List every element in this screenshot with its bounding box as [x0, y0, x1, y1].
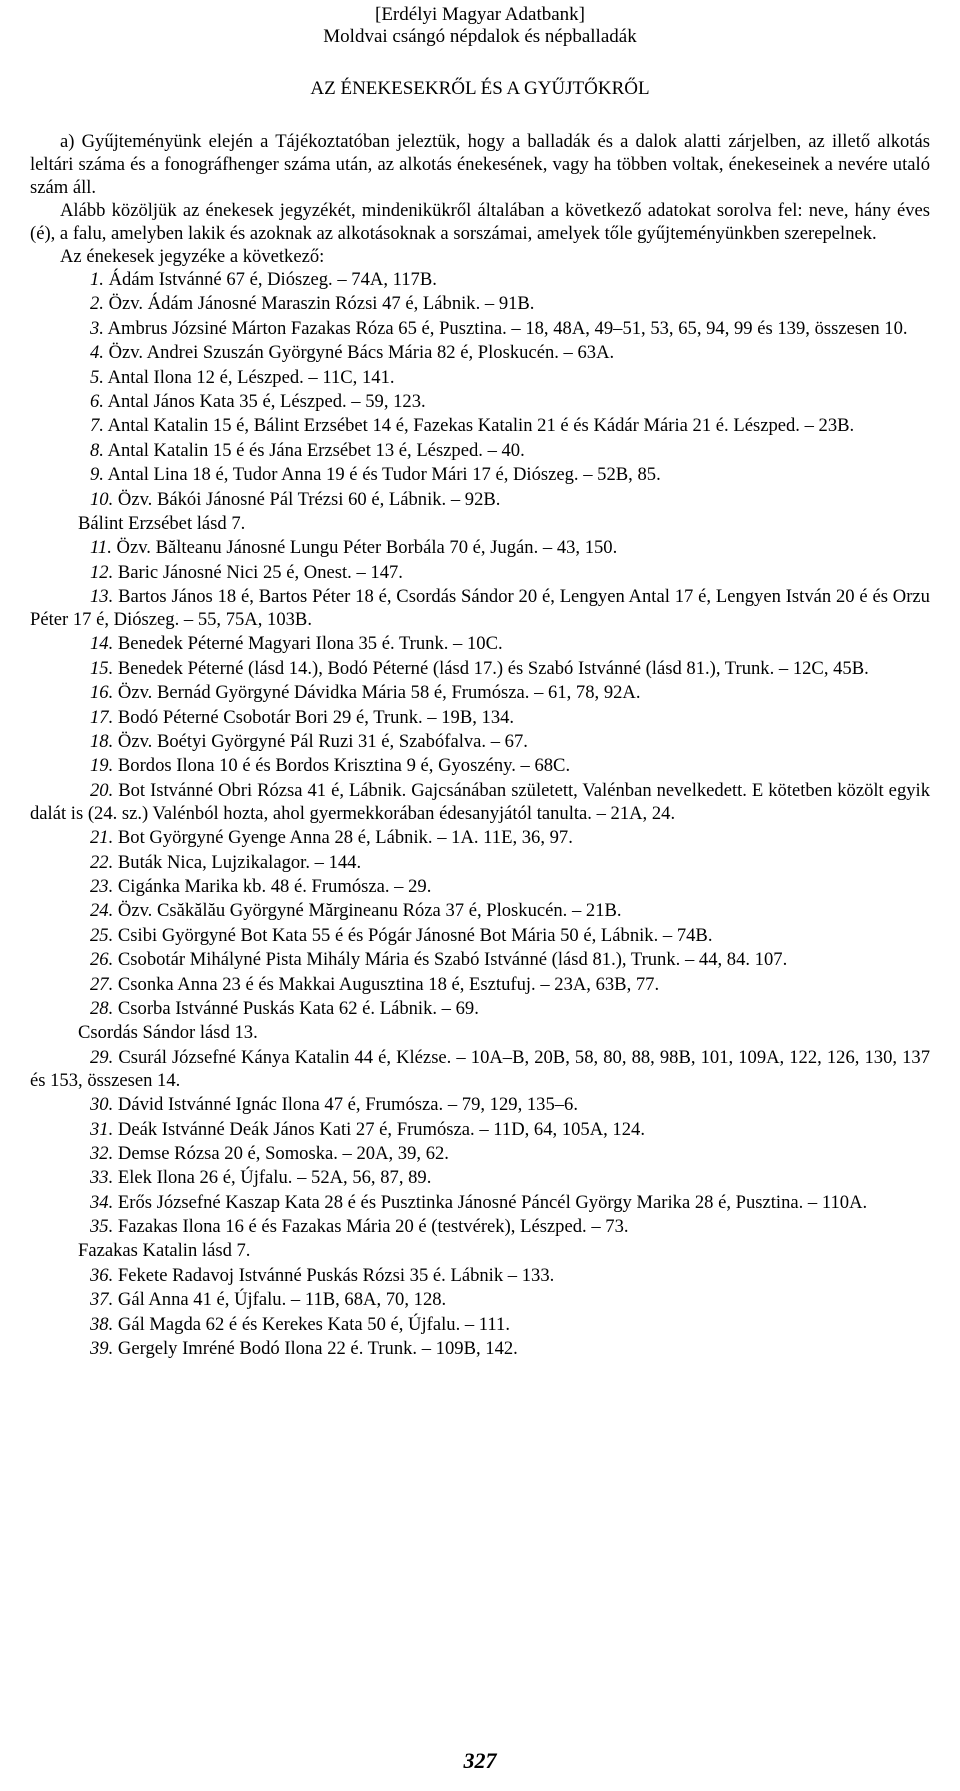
list-item [30, 973, 930, 996]
entry-text: Bordos Ilona 10 é és Bordos Krisztina 9 é, Gyoszény. – 68C. [117, 755, 571, 777]
entry-number: 26. [90, 949, 114, 971]
list-item [30, 899, 930, 922]
list-item [30, 463, 930, 486]
list-item [30, 826, 930, 849]
entry-text: Bodó Péterné Csobotár Bori 29 é, Trunk. – 19B, 134. [117, 706, 515, 728]
entry-text: Erős Józsefné Kaszap Kata 28 é és Pusztinka Jánosné Páncél György Marika 28 é, Pusztina. – 110A. [117, 1191, 868, 1213]
entry-number: 36. [90, 1264, 114, 1286]
list-item [30, 681, 930, 704]
entry-number: 29. [90, 1046, 114, 1068]
entry-number: 18. [90, 731, 114, 753]
entry-number: 14. [90, 633, 114, 655]
entry-text: Antal Lina 18 é, Tudor Anna 19 é és Tudor Mári 17 é, Diószeg. – 52B, 85. [107, 464, 661, 486]
entry-text: Demse Rózsa 20 é, Somoska. – 20A, 39, 62. [117, 1142, 449, 1164]
entry-text: Csonka Anna 23 é és Makkai Augusztina 18 é, Esztufuj. – 23A, 63B, 77. [117, 973, 660, 995]
list-item [30, 390, 930, 413]
entry-number: 30. [90, 1094, 114, 1116]
entry-number: 8. [90, 439, 104, 461]
list-item [30, 997, 930, 1020]
list-item [30, 754, 930, 777]
list-item [30, 439, 930, 462]
entry-number: 17. [90, 706, 114, 728]
entry-number: 7. [90, 415, 104, 437]
entry-text: Antal Katalin 15 é, Bálint Erzsébet 14 é, Fazekas Katalin 21 é és Kádár Mária 21 é. Lészped. – 23B. [107, 415, 855, 437]
entry-number: 28. [90, 997, 114, 1019]
entry-text: Özv. Bernád Györgyné Dávidka Mária 58 é, Frumósza. – 61, 78, 92A. [117, 682, 641, 704]
entry-text: Ádám Istvánné 67 é, Diószeg. – 74A, 117B. [108, 269, 437, 290]
entry-text: Bot Istvánné Obri Rózsa 41 é, Lábnik. Gajcsánában született, Valénban nevelkedett. E kötetben közölt egyik dalát is (24. sz.) Valénból hozta, ahol gyermekkorában édesanyjától tanulta. – 21A, 24. [30, 779, 930, 824]
entry-number: 32. [90, 1142, 114, 1164]
cross-reference: Bálint Erzsébet lásd 7. [78, 512, 246, 534]
intro-paragraph-2: Alább közöljük az énekesek jegyzékét, mindenikükről általában a következő adatokat sorolva fel: neve, hány éves (é), a falu, amelyben lakik és azoknak az alkotásoknak a sorszámai, amelyek tőle gyűjteményünkben szerepelnek. [30, 200, 930, 244]
entry-number: 9. [90, 464, 104, 486]
list-item [30, 851, 930, 874]
entry-number: 13. [90, 586, 114, 608]
entry-text: Csorba Istvánné Puskás Kata 62 é. Lábnik. – 69. [117, 997, 479, 1019]
list-item [30, 657, 930, 680]
entry-text: Cigánka Marika kb. 48 é. Frumósza. – 29. [117, 875, 432, 897]
entry-number: 39. [90, 1338, 114, 1360]
entry-text: Özv. Boétyi Györgyné Pál Ruzi 31 é, Szabófalva. – 67. [117, 731, 528, 753]
entry-text: Fazakas Ilona 16 é és Fazakas Mária 20 é (testvérek), Lészped. – 73. [117, 1216, 629, 1238]
entry-number: 23. [90, 875, 114, 897]
cross-reference: Fazakas Katalin lásd 7. [78, 1240, 251, 1262]
cross-reference: Csordás Sándor lásd 13. [78, 1022, 258, 1044]
entry-number: 24. [90, 900, 114, 922]
entry-text: Ambrus Józsiné Márton Fazakas Róza 65 é, Pusztina. – 18, 48A, 49–51, 53, 65, 94, 99 és 139, összesen 10. [107, 317, 908, 339]
entry-number: 22. [90, 851, 114, 873]
entry-text: Fekete Radavoj Istvánné Puskás Rózsi 35 é. Lábnik – 133. [117, 1264, 555, 1286]
entry-text: Dávid Istvánné Ignác Ilona 47 é, Frumósza. – 79, 129, 135–6. [117, 1094, 579, 1116]
list-item [30, 414, 930, 437]
entry-number: 27. [90, 973, 114, 995]
entry-text: Gergely Imréné Bodó Ilona 22 é. Trunk. – 109B, 142. [117, 1338, 518, 1360]
entry-number: 3. [90, 317, 104, 339]
intro-paragraph-3: Az énekesek jegyzéke a következő: [60, 246, 325, 267]
section-title: AZ ÉNEKESEKRŐL ÉS A GYŰJTŐKRŐL [310, 78, 650, 99]
entry-text: Csobotár Mihályné Pista Mihály Mária és Szabó Istvánné (lásd 81.), Trunk. – 44, 84. 107. [117, 949, 788, 971]
singer-list [30, 268, 930, 1360]
list-item [30, 706, 930, 729]
list-item [30, 366, 930, 389]
entry-text: Benedek Péterné Magyari Ilona 35 é. Trunk. – 10C. [117, 633, 503, 655]
list-item [30, 1093, 930, 1116]
list-item [30, 1166, 930, 1189]
entry-number: 12. [90, 561, 114, 583]
entry-number: 37. [90, 1289, 114, 1311]
list-item [30, 317, 930, 340]
intro-paragraph-1: a) Gyűjteményünk elején a Tájékoztatóban jeleztük, hogy a balladák és a dalok alatti zárjelben, az illető alkotás leltári száma és a fonográfhenger száma után, az alkotás énekesének, vagy ha többen voltak, énekeseinek a nevére utaló szám áll. [30, 131, 930, 198]
entry-number: 21. [90, 827, 114, 849]
entry-text: Csibi Györgyné Bot Kata 55 é és Pógár Jánosné Bot Mária 50 é, Lábnik. – 74B. [117, 924, 713, 946]
entry-number: 25. [90, 924, 114, 946]
document-body [30, 130, 930, 1361]
entry-number: 33. [90, 1167, 114, 1189]
entry-text: Özv. Andrei Szuszán Györgyné Bács Mária 82 é, Ploskucén. – 63A. [108, 342, 615, 364]
list-item [30, 1337, 930, 1360]
entry-number: 31. [90, 1118, 114, 1140]
entry-number: 10. [90, 488, 114, 510]
entry-number: 38. [90, 1313, 114, 1335]
entry-text: Deák Istvánné Deák János Kati 27 é, Frumósza. – 11D, 64, 105A, 124. [117, 1118, 645, 1140]
list-item [30, 1142, 930, 1165]
entry-text: Özv. Ádám Jánosné Maraszin Rózsi 47 é, Lábnik. – 91B. [108, 293, 535, 315]
list-item [30, 585, 930, 631]
entry-number: 20. [90, 779, 114, 801]
list-item [30, 924, 930, 947]
entry-number: 16. [90, 682, 114, 704]
entry-text: Gál Anna 41 é, Újfalu. – 11B, 68A, 70, 128. [117, 1289, 447, 1311]
entry-text: Baric Jánosné Nici 25 é, Onest. – 147. [117, 561, 403, 583]
entry-number: 5. [90, 366, 104, 388]
list-item [30, 536, 930, 559]
entry-number: 2. [90, 293, 104, 315]
list-item [30, 875, 930, 898]
list-item [30, 730, 930, 753]
list-item [30, 1046, 930, 1092]
list-item [30, 1264, 930, 1287]
entry-text: Buták Nica, Lujzikalagor. – 144. [117, 851, 362, 873]
entry-number: 34. [90, 1191, 114, 1213]
entry-number: 35. [90, 1216, 114, 1238]
page-number: 327 [463, 1748, 497, 1773]
list-item [30, 268, 930, 291]
list-item [30, 488, 930, 511]
entry-text: Özv. Csăkălău Györgyné Mărgineanu Róza 37 é, Ploskucén. – 21B. [117, 900, 622, 922]
entry-text: Antal Ilona 12 é, Lészped. – 11C, 141. [107, 366, 395, 388]
entry-number: 6. [90, 390, 104, 412]
entry-number: 15. [90, 657, 114, 679]
entry-text: Bot Györgyné Gyenge Anna 28 é, Lábnik. – 1A. 11E, 36, 97. [117, 827, 573, 849]
entry-text: Özv. Bákói Jánosné Pál Trézsi 60 é, Lábnik. – 92B. [117, 488, 501, 510]
entry-number: 4. [90, 342, 104, 364]
entry-number: 1. [90, 269, 104, 290]
list-item [30, 1215, 930, 1238]
book-title-header: Moldvai csángó népdalok és népballadák [323, 26, 637, 47]
entry-text: Antal Katalin 15 é és Jána Erzsébet 13 é, Lészped. – 40. [107, 439, 525, 461]
entry-number: 11. [90, 537, 112, 559]
list-item [30, 779, 930, 825]
list-item [30, 1118, 930, 1141]
list-item [30, 341, 930, 364]
entry-text: Bartos János 18 é, Bartos Péter 18 é, Csordás Sándor 20 é, Lengyen Antal 17 é, Lengyen István 20 é és Orzu Péter 17 é, Diószeg. – 55, 75A, 103B. [30, 586, 930, 631]
entry-text: Gál Magda 62 é és Kerekes Kata 50 é, Újfalu. – 111. [117, 1313, 510, 1335]
entry-text: Antal János Kata 35 é, Lészped. – 59, 123. [107, 390, 426, 412]
list-item [30, 1191, 930, 1214]
list-item [30, 1288, 930, 1311]
list-item [30, 561, 930, 584]
entry-text: Csurál Józsefné Kánya Katalin 44 é, Klézse. – 10A–B, 20B, 58, 80, 88, 98B, 101, 109A, 122, 126, 130, 137 és 153, összesen 14. [30, 1046, 930, 1091]
source-header: [Erdélyi Magyar Adatbank] [375, 4, 585, 25]
list-item [30, 1313, 930, 1336]
list-item [30, 292, 930, 315]
list-item [30, 632, 930, 655]
entry-text: Elek Ilona 26 é, Újfalu. – 52A, 56, 87, 89. [117, 1167, 432, 1189]
list-item [30, 948, 930, 971]
entry-text: Özv. Bălteanu Jánosné Lungu Péter Borbála 70 é, Jugán. – 43, 150. [116, 537, 618, 559]
entry-number: 19. [90, 755, 114, 777]
entry-text: Benedek Péterné (lásd 14.), Bodó Péterné (lásd 17.) és Szabó Istvánné (lásd 81.), Trunk. – 12C, 45B. [117, 657, 869, 679]
